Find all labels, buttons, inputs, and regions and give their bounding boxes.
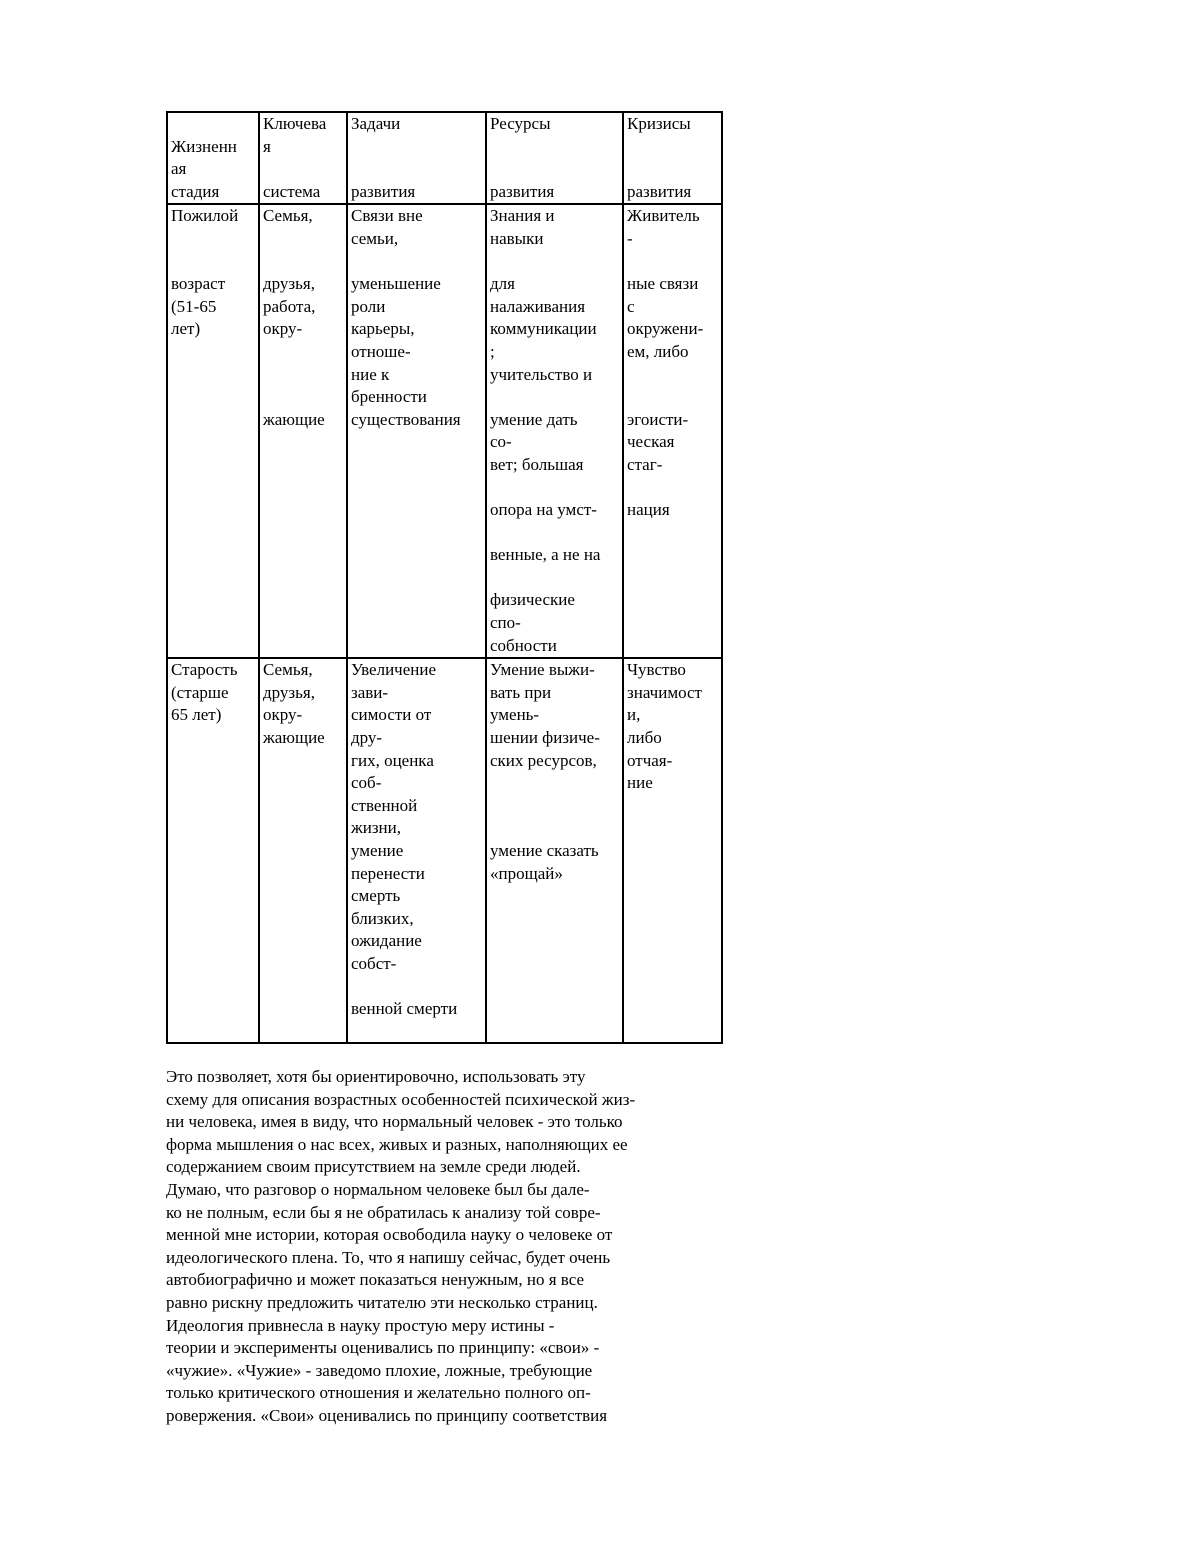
header-cell-development-tasks: Задачи развития [347, 112, 486, 204]
header-cell-development-crises: Кризисы развития [623, 112, 722, 204]
table-cell: Семья, друзья, окру- жающие [259, 658, 347, 1043]
header-cell-development-resources: Ресурсы развития [486, 112, 623, 204]
table-cell: Чувство значимост и, либо отчая- ние [623, 658, 722, 1043]
table-row [167, 204, 722, 658]
table-cell: Связи вне семьи, уменьшение роли карьеры, отноше- ние к бренности существования [347, 204, 486, 658]
table-cell: Старость (старше 65 лет) [167, 658, 259, 1043]
table-header-row [167, 112, 722, 204]
body-paragraph: Это позволяет, хотя бы ориентировочно, использовать эту схему для описания возрастных особенностей психической жиз- ни человека, имея в виду, что нормальный человек - это только форма мышления о нас всех, живых и разных, наполняющих ее содержанием своим присутствием на земле среди людей. Думаю, что разговор о нормальном человеке был бы дале- ко не полным, если бы я не обратилась к анализу той совре- менной мне истории, которая освободила науку о человеке от идеологического плена. То, что я напишу сейчас, будет очень автобиографично и может показаться ненужным, но я все равно рискну предложить читателю эти несколько страниц. Идеология привнесла в науку простую меру истины - теории и эксперименты оценивались по принципу: «свои» - «чужие». «Чужие» - заведомо плохие, ложные, требующие только критического отношения и желательно полного оп- ровержения. «Свои» оценивались по принципу соответствия [166, 1067, 636, 1425]
table-row [167, 658, 722, 1043]
table-cell: Знания и навыки для налаживания коммуникации ; учительство и умение дать со- вет; большая опора на умст- венные, а не на физические спо- собности [486, 204, 623, 658]
header-cell-key-system: Ключева я система [259, 112, 347, 204]
table-cell: Пожилой возраст (51-65 лет) [167, 204, 259, 658]
life-stages-table [166, 111, 723, 1044]
header-cell-life-stage: Жизненн ая стадия [167, 112, 259, 204]
table-cell: Умение выжи- вать при умень- шении физиче- ских ресурсов, умение сказать «прощай» [486, 658, 623, 1043]
table-cell: Живитель - ные связи с окружени- ем, либо эгоисти- ческая стаг- нация [623, 204, 722, 658]
table-cell: Семья, друзья, работа, окру- жающие [259, 204, 347, 658]
table-cell: Увеличение зави- симости от дру- гих, оценка соб- ственной жизни, умение перенести смерть близких, ожидание собст- венной смерти [347, 658, 486, 1043]
